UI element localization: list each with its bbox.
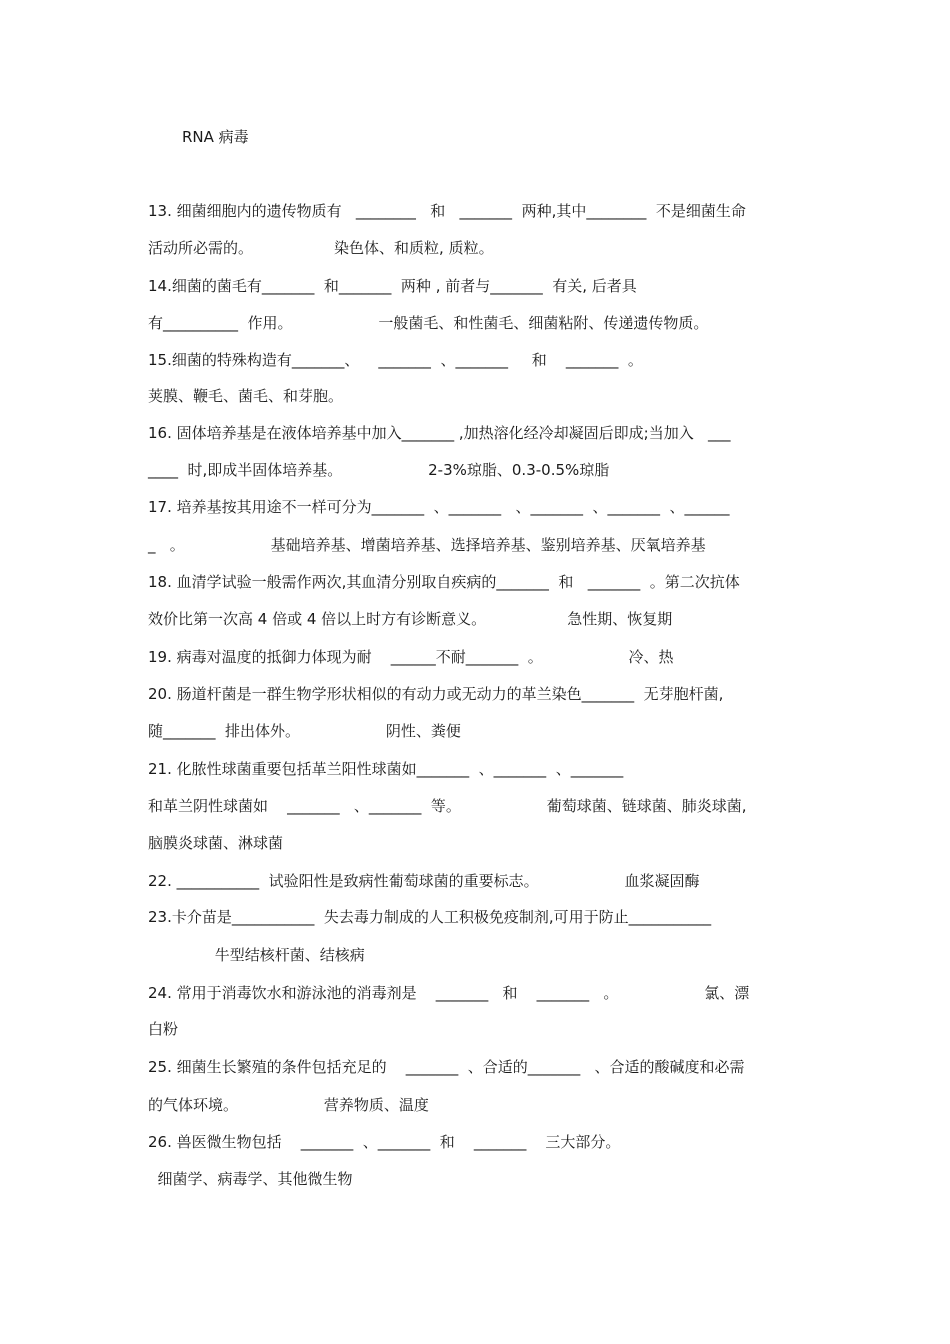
text-line: 16. 固体培养基是在液体培养基中加入_______ ,加热溶化经冷却凝固后即成;当加入 ___ — [148, 424, 731, 442]
text-line: ____ 时,即成半固体培养基。 2-3%琼脂、0.3-0.5%琼脂 — [148, 461, 610, 479]
text-line: 24. 常用于消毒饮水和游泳池的消毒剂是 _______ 和 _______ 。 氯、漂 — [148, 984, 750, 1002]
text-line: 13. 细菌细胞内的遗传物质有 ________ 和 _______ 两种,其中________ 不是细菌生命 — [148, 202, 746, 220]
text-line: 14.细菌的菌毛有_______ 和_______ 两种 , 前者与_______ 有关, 后者具 — [148, 277, 637, 295]
text-line: 脑膜炎球菌、淋球菌 — [148, 834, 284, 852]
text-line: 细菌学、病毒学、其他微生物 — [148, 1170, 353, 1188]
text-line: 21. 化脓性球菌重要包括革兰阳性球菌如_______ 、_______ 、_______ — [148, 760, 624, 778]
text-line: 白粉 — [148, 1020, 179, 1038]
text-line: 18. 血清学试验一般需作两次,其血清分别取自疾病的_______ 和 _______ 。第二次抗体 — [148, 573, 740, 591]
section-header: RNA 病毒 — [182, 128, 249, 146]
text-line: 随_______ 排出体外。 阴性、粪便 — [148, 722, 461, 740]
text-line: 26. 兽医微生物包括 _______ 、_______ 和 _______ 三大部分。 — [148, 1133, 621, 1151]
text-line: 20. 肠道杆菌是一群生物学形状相似的有动力或无动力的革兰染色_______ 无芽胞杆菌, — [148, 685, 724, 703]
text-line: 牛型结核杆菌、结核病 — [148, 946, 365, 964]
text-line: 活动所必需的。 染色体、和质粒, 质粒。 — [148, 239, 494, 257]
text-line: _ 。 基础培养基、增菌培养基、选择培养基、鉴别培养基、厌氧培养基 — [148, 536, 706, 554]
text-line: 有__________ 作用。 一般菌毛、和性菌毛、细菌粘附、传递遗传物质。 — [148, 314, 709, 332]
text-line: 和革兰阴性球菌如 _______ 、_______ 等。 葡萄球菌、链球菌、肺炎球菌, — [148, 797, 747, 815]
text-line: 荚膜、鞭毛、菌毛、和芽胞。 — [148, 387, 344, 405]
text-line: 22. ___________ 试验阳性是致病性葡萄球菌的重要标志。 血浆凝固酶 — [148, 872, 700, 890]
text-line: 19. 病毒对温度的抵御力体现为耐 ______不耐_______ 。 冷、热 — [148, 648, 674, 666]
text-line: 的气体环境。 营养物质、温度 — [148, 1096, 429, 1114]
text-line: 25. 细菌生长繁殖的条件包括充足的 _______ 、合适的_______ 、合适的酸碱度和必需 — [148, 1058, 745, 1076]
text-line: 效价比第一次高 4 倍或 4 倍以上时方有诊断意义。 急性期、恢复期 — [148, 610, 673, 628]
text-line: 15.细菌的特殊构造有_______、 _______ 、_______ 和 _______ 。 — [148, 351, 643, 369]
text-line: 17. 培养基按其用途不一样可分为_______ 、_______ 、_______ 、_______ 、______ — [148, 498, 730, 516]
text-line: 23.卡介苗是___________ 失去毒力制成的人工积极免疫制剂,可用于防止___________ — [148, 908, 712, 926]
